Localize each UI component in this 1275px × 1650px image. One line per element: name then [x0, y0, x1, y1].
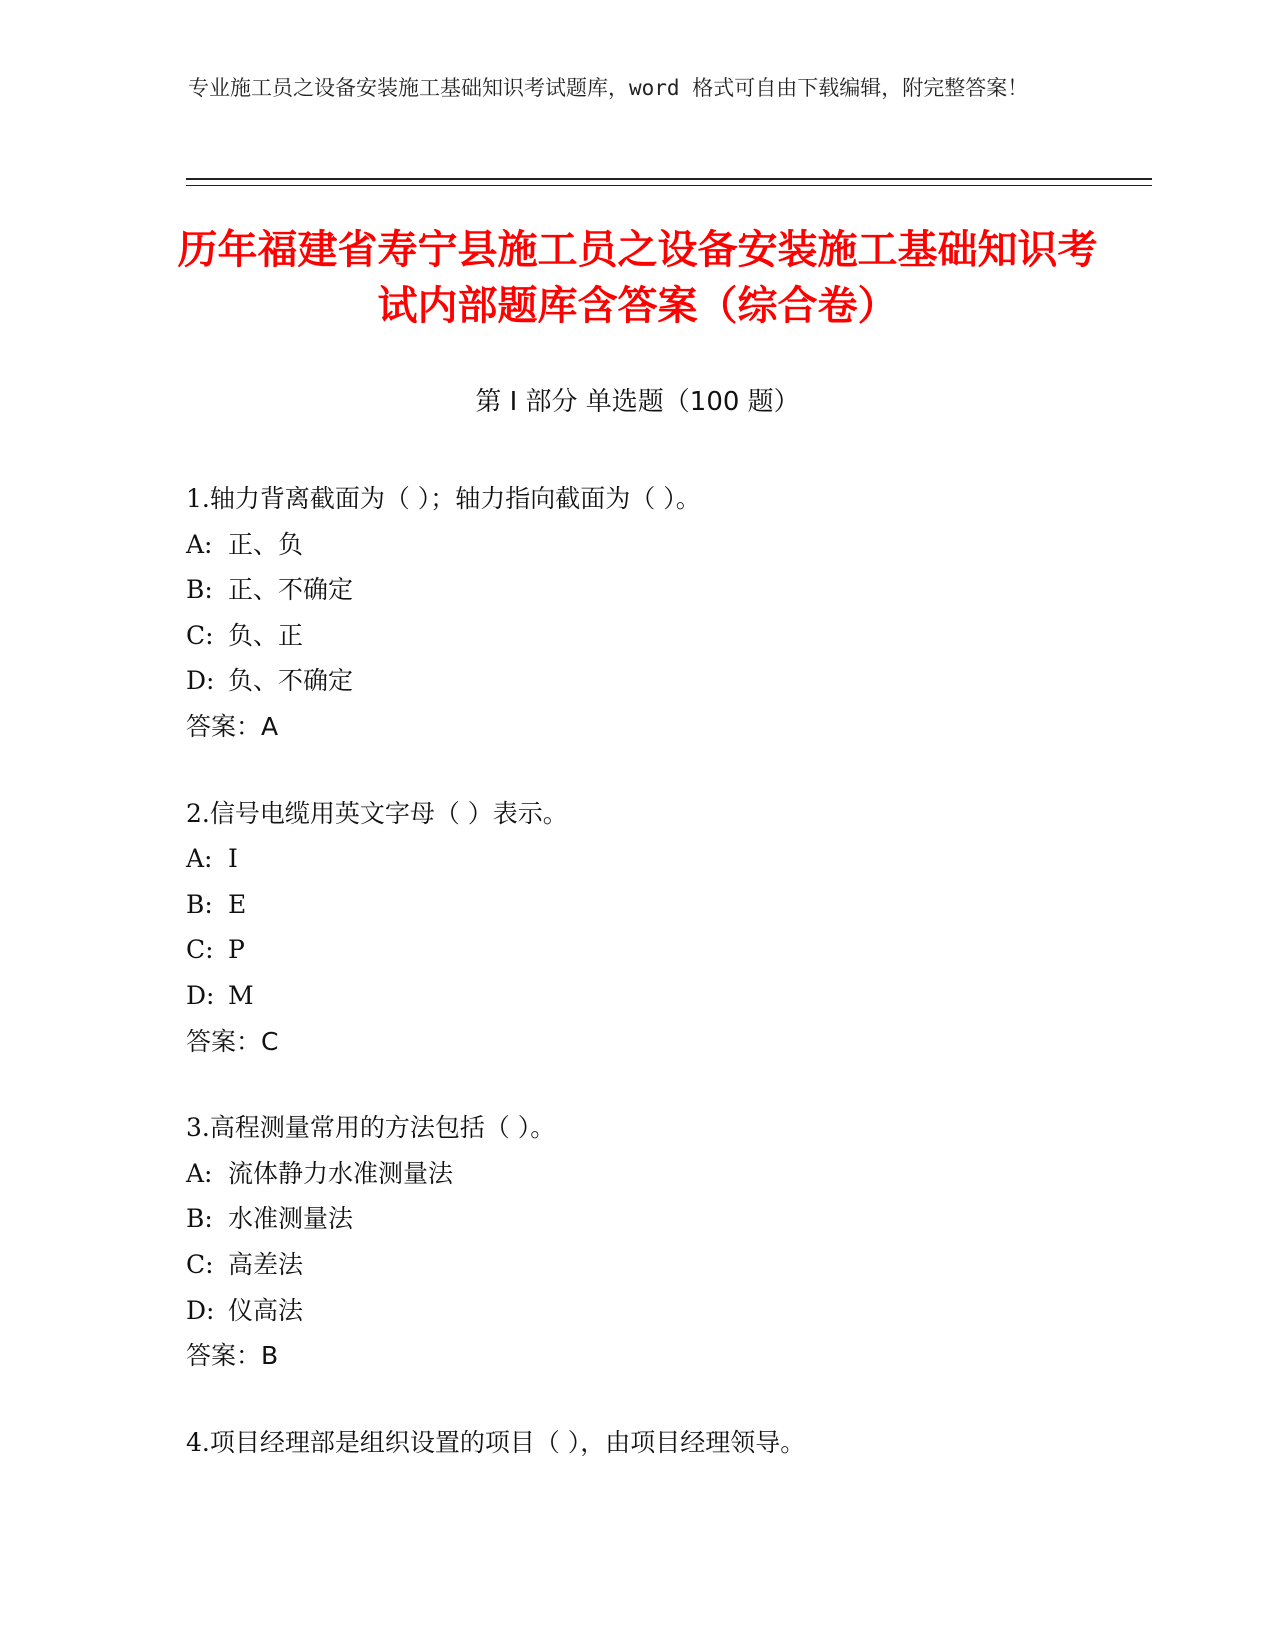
question-stem: 3.高程测量常用的方法包括（ ）。 [186, 1113, 556, 1143]
option-key: A: [186, 1158, 213, 1188]
question-stem: 1.轴力背离截面为（ ）；轴力指向截面为（ ）。 [186, 484, 701, 513]
option-c [186, 613, 1146, 659]
option-text: E [228, 889, 247, 919]
option-text: M [228, 980, 254, 1010]
option-text: 流体静力水准测量法 [228, 1158, 454, 1188]
answer-line: 答案：C [186, 1026, 279, 1056]
option-key: C: [186, 1249, 214, 1279]
question-2 [186, 791, 1146, 1065]
option-key: B: [186, 889, 213, 919]
option-d [186, 973, 1146, 1019]
option-key: A: [186, 844, 213, 874]
option-key: D: [186, 666, 215, 696]
question-stem: 2.信号电缆用英文字母（ ）表示。 [186, 798, 568, 828]
document-title: 历年福建省寿宁县施工员之设备安装施工基础知识考试内部题库含答案（综合卷） [177, 227, 1098, 329]
option-c [186, 927, 1146, 973]
option-text: 水准测量法 [228, 1204, 354, 1234]
option-key: D: [186, 1295, 215, 1325]
option-key: B: [186, 1204, 213, 1234]
header-divider-thick [186, 178, 1152, 180]
option-key: D: [186, 980, 215, 1010]
header-divider-thin [186, 185, 1152, 186]
option-text: 负、不确定 [228, 666, 354, 696]
option-text: 仪高法 [228, 1295, 304, 1325]
option-a [186, 522, 1146, 568]
option-b [186, 567, 1146, 613]
answer-line: 答案：B [186, 1341, 279, 1371]
option-key: C: [186, 620, 214, 650]
option-text: 负、正 [228, 620, 304, 650]
option-a [186, 836, 1146, 882]
option-key: B: [186, 575, 213, 605]
answer-line: 答案：A [186, 711, 279, 741]
option-b [186, 882, 1146, 928]
question-3 [186, 1105, 1146, 1379]
option-a [186, 1151, 1146, 1197]
question-1 [186, 476, 1146, 750]
option-text: 正、不确定 [228, 575, 354, 605]
question-list [186, 476, 1146, 1506]
option-text: I [228, 844, 238, 874]
option-text: 正、负 [228, 529, 304, 559]
option-b [186, 1196, 1146, 1242]
option-text: P [228, 935, 245, 965]
option-key: C: [186, 935, 214, 965]
question-stem: 4.项目经理部是组织设置的项目（ ），由项目经理领导。 [186, 1427, 806, 1457]
option-d [186, 658, 1146, 704]
section-title: 第 I 部分 单选题（100 题） [475, 387, 800, 417]
header-note: 专业施工员之设备安装施工基础知识考试题库，word 格式可自由下载编辑，附完整答案！ [188, 76, 1029, 100]
option-text: 高差法 [228, 1249, 304, 1279]
option-key: A: [186, 529, 213, 559]
option-d [186, 1288, 1146, 1334]
question-4 [186, 1420, 1146, 1466]
option-c [186, 1242, 1146, 1288]
